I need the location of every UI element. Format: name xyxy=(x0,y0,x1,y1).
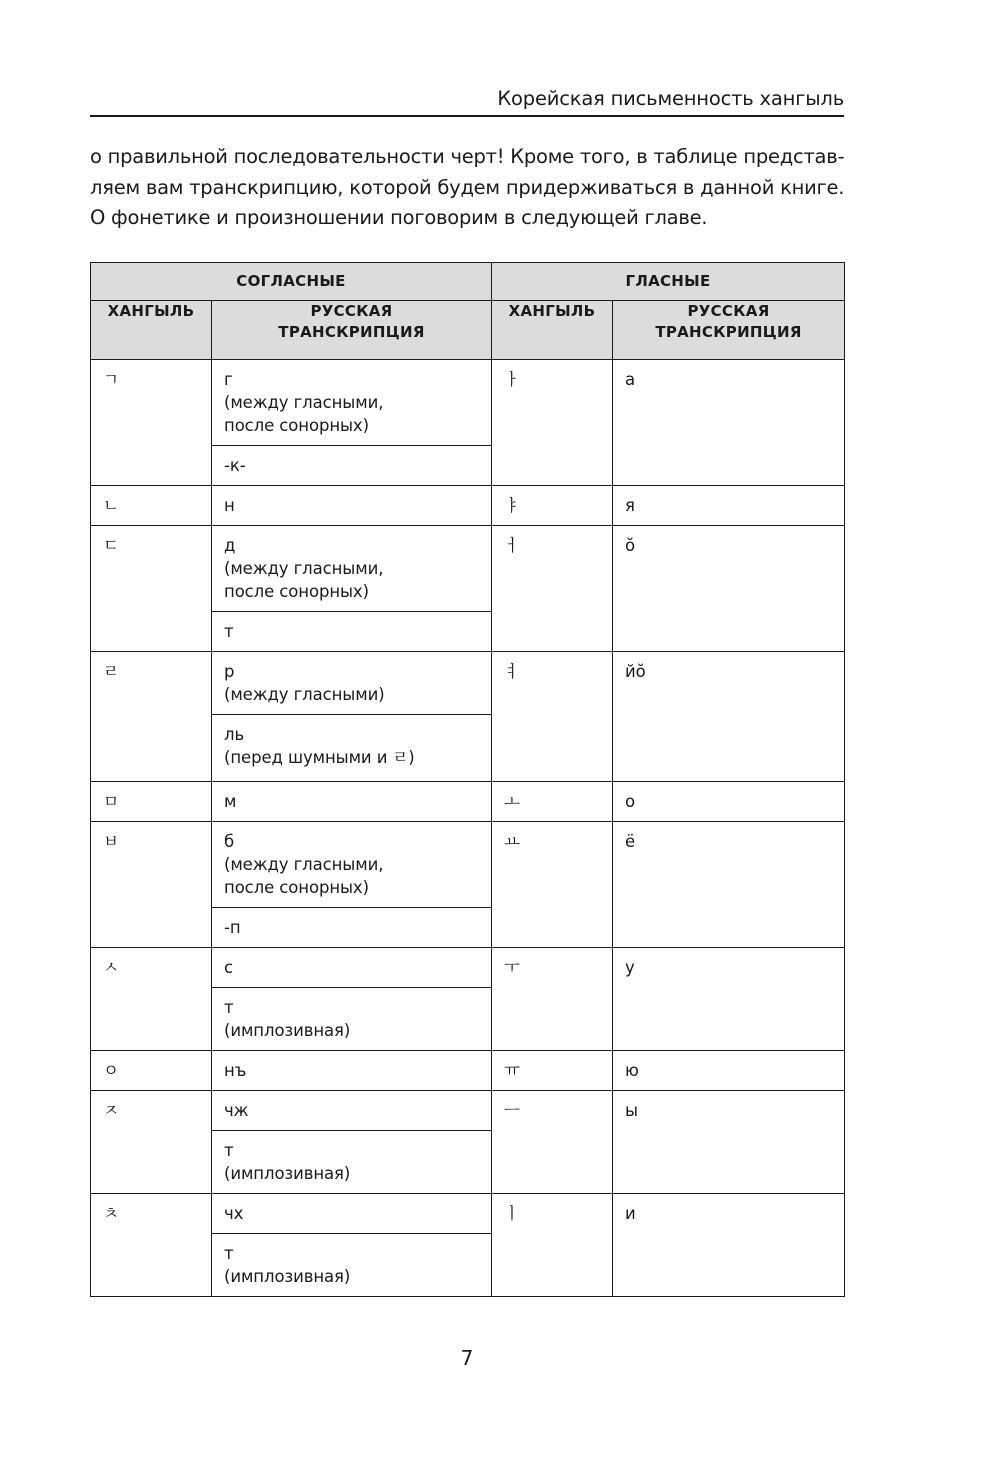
vowel-transcription-cell: и xyxy=(613,1194,845,1297)
vowels-header: ГЛАСНЫЕ xyxy=(492,263,845,301)
consonant-hangul-cell: ㄱ xyxy=(91,360,212,486)
vowel-transcription-cell: а xyxy=(613,360,845,486)
consonant-hangul-header: ХАНГЫЛЬ xyxy=(91,301,212,360)
vowel-transcription-cell: ё xyxy=(613,822,845,948)
consonant-transcription-cell: чх xyxy=(212,1194,492,1234)
hangul-table xyxy=(90,262,845,1297)
consonant-transcription-cell: т (имплозивная) xyxy=(212,988,492,1051)
vowel-transcription-cell: у xyxy=(613,948,845,1051)
vowel-transcription-header: РУССКАЯ ТРАНСКРИПЦИЯ xyxy=(613,301,845,360)
vowel-hangul-cell: ㅕ xyxy=(492,652,613,782)
vowel-transcription-cell: ŏ xyxy=(613,526,845,652)
consonant-transcription-cell: т (имплозивная) xyxy=(212,1131,492,1194)
consonant-hangul-cell: ㄴ xyxy=(91,486,212,526)
vowel-hangul-cell: ㅠ xyxy=(492,1051,613,1091)
consonant-hangul-cell: ㅅ xyxy=(91,948,212,1051)
vowel-hangul-cell: ㅓ xyxy=(492,526,613,652)
vowel-hangul-header: ХАНГЫЛЬ xyxy=(492,301,613,360)
consonant-transcription-cell: чж xyxy=(212,1091,492,1131)
consonant-hangul-cell: ㅇ xyxy=(91,1051,212,1091)
vowel-transcription-cell: о xyxy=(613,782,845,822)
intro-line: ляем вам транскрипцию, которой будем придерживаться в данной книге. xyxy=(90,175,845,199)
consonant-hangul-cell: ㅂ xyxy=(91,822,212,948)
consonant-transcription-cell: нъ xyxy=(212,1051,492,1091)
intro-line: О фонетике и произношении поговорим в следующей главе. xyxy=(90,206,708,229)
consonant-transcription-cell: т xyxy=(212,612,492,652)
consonant-transcription-cell: р (между гласными) xyxy=(212,652,492,715)
consonant-transcription-cell: д (между гласными, после сонорных) xyxy=(212,526,492,612)
consonant-hangul-cell: ㅁ xyxy=(91,782,212,822)
consonant-hangul-cell: ㄷ xyxy=(91,526,212,652)
consonant-transcription-cell: г (между гласными, после сонорных) xyxy=(212,360,492,446)
consonant-hangul-cell: ㅊ xyxy=(91,1194,212,1297)
consonant-transcription-cell: т (имплозивная) xyxy=(212,1234,492,1297)
intro-line: о правильной последовательности черт! Кроме того, в таблице представ- xyxy=(90,145,845,168)
consonant-transcription-cell: ль (перед шумными и ㄹ) xyxy=(212,715,492,782)
vowel-transcription-cell: йŏ xyxy=(613,652,845,782)
consonant-transcription-cell: н xyxy=(212,486,492,526)
running-head: Корейская письменность хангыль xyxy=(90,84,844,117)
vowel-hangul-cell: ㅡ xyxy=(492,1091,613,1194)
vowel-hangul-cell: ㅑ xyxy=(492,486,613,526)
consonant-transcription-cell: с xyxy=(212,948,492,988)
consonants-header: СОГЛАСНЫЕ xyxy=(91,263,492,301)
consonant-hangul-cell: ㄹ xyxy=(91,652,212,782)
vowel-hangul-cell: ㅣ xyxy=(492,1194,613,1297)
vowel-transcription-cell: я xyxy=(613,486,845,526)
consonant-transcription-header: РУССКАЯ ТРАНСКРИПЦИЯ xyxy=(212,301,492,360)
consonant-hangul-cell: ㅈ xyxy=(91,1091,212,1194)
vowel-hangul-cell: ㅗ xyxy=(492,782,613,822)
page-number: 7 xyxy=(460,1346,474,1370)
consonant-transcription-cell: -п xyxy=(212,908,492,948)
consonant-transcription-cell: -к- xyxy=(212,446,492,486)
vowel-transcription-cell: ю xyxy=(613,1051,845,1091)
vowel-hangul-cell: ㅜ xyxy=(492,948,613,1051)
vowel-hangul-cell: ㅏ xyxy=(492,360,613,486)
vowel-hangul-cell: ㅛ xyxy=(492,822,613,948)
vowel-transcription-cell: ы xyxy=(613,1091,845,1194)
intro-paragraph xyxy=(90,142,844,234)
consonant-transcription-cell: м xyxy=(212,782,492,822)
consonant-transcription-cell: б (между гласными, после сонорных) xyxy=(212,822,492,908)
